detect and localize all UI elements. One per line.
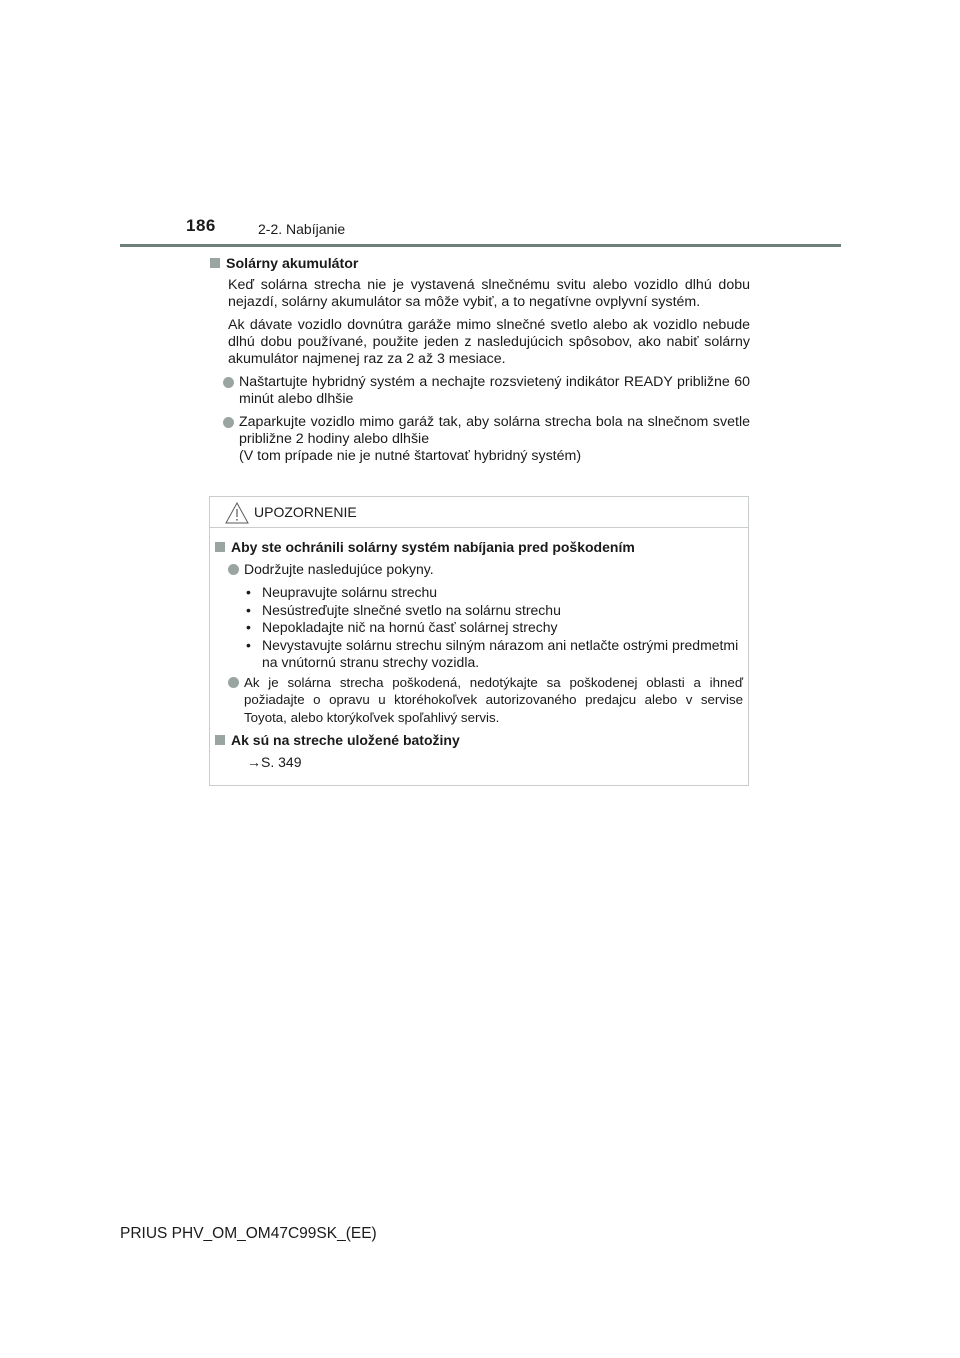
list-item xyxy=(223,374,750,408)
square-bullet-icon xyxy=(215,542,225,552)
main-content xyxy=(210,256,750,471)
heading-text: Aby ste ochránili solárny systém nabíjania pred poškodením xyxy=(231,539,635,555)
bullet-text xyxy=(239,414,750,465)
section-title: 2-2. Nabíjanie xyxy=(258,221,346,237)
sub-item xyxy=(246,602,743,620)
sub-bullet: • xyxy=(246,584,251,600)
round-bullet-icon xyxy=(228,677,239,688)
sub-item xyxy=(246,637,743,672)
sub-item-text: Nevystavujte solárnu strechu silným nárazom ani netlačte ostrými predmetmi na vnútornú stranu strechy vozidla. xyxy=(262,636,739,670)
sub-bullet: • xyxy=(246,619,251,635)
paragraph-1: Keď solárna strecha nie je vystavená slnečnému svitu alebo vozidlo dlhú dobu nejazdí, solárny akumulátor sa môže vybiť, a to negatívne ovplyvní systém. xyxy=(228,277,750,310)
heading-text: Solárny akumulátor xyxy=(226,256,359,272)
round-bullet-icon xyxy=(223,377,234,388)
sub-item-text: Nepokladajte nič na hornú časť solárnej strechy xyxy=(262,619,558,635)
bullet-line: Zaparkujte vozidlo mimo garáž tak, aby solárna strecha bola na slnečnom svetle približne 2 hodiny alebo dlhšie xyxy=(239,414,750,447)
bullet-text: Ak je solárna strecha poškodená, nedotýkajte sa poškodenej oblasti a ihneď požiadajte o opravu u ktoréhokoľvek autorizovaného predajcu alebo v servise Toyota, alebo ktorýkoľvek spoľahlivý servis. xyxy=(244,674,743,725)
list-item xyxy=(228,674,743,727)
list-item xyxy=(223,414,750,465)
paragraph-2: Ak dávate vozidlo dovnútra garáže mimo slnečné svetlo alebo ak vozidlo nebude dlhú dobu používané, použite jeden z nasledujúcich spôsobov, ako nabiť solárny akumulátor najmenej raz za 2 až 3 mesiace. xyxy=(228,317,750,367)
warning-header xyxy=(210,497,748,528)
bullet-text: Dodržujte nasledujúce pokyny. xyxy=(244,560,434,577)
warning-heading-2 xyxy=(215,732,743,750)
sub-item-text: Nesústreďujte slnečné svetlo na solárnu strechu xyxy=(262,601,561,618)
warning-heading-1 xyxy=(215,539,743,557)
header-rule xyxy=(120,244,841,247)
round-bullet-icon xyxy=(228,564,239,575)
square-bullet-icon xyxy=(210,258,220,268)
sub-list xyxy=(246,584,743,672)
sub-bullet: • xyxy=(246,636,251,653)
sub-item xyxy=(246,619,743,637)
sub-item-text: Neupravujte solárnu strechu xyxy=(262,584,438,600)
warning-box xyxy=(209,496,749,786)
sub-bullet: • xyxy=(246,601,251,618)
square-bullet-icon xyxy=(215,735,225,745)
list-item xyxy=(228,561,743,579)
page-reference[interactable]: →S. 349 xyxy=(247,753,302,770)
heading-text: Ak sú na streche uložené batožiny xyxy=(231,732,460,748)
solar-battery-heading xyxy=(210,256,750,273)
sub-item xyxy=(246,584,743,602)
bullet-note: (V tom prípade nie je nutné štartovať hybridný systém) xyxy=(239,448,582,464)
footer-doc-id: PRIUS PHV_OM_OM47C99SK_(EE) xyxy=(120,1225,377,1242)
warning-title: UPOZORNENIE xyxy=(254,504,357,520)
page-number: 186 xyxy=(186,216,216,235)
round-bullet-icon xyxy=(223,417,234,428)
bullet-text: Naštartujte hybridný systém a nechajte rozsvietený indikátor READY približne 60 minút alebo dlhšie xyxy=(239,374,750,407)
warning-triangle-icon xyxy=(225,502,249,524)
warning-body xyxy=(215,539,743,771)
